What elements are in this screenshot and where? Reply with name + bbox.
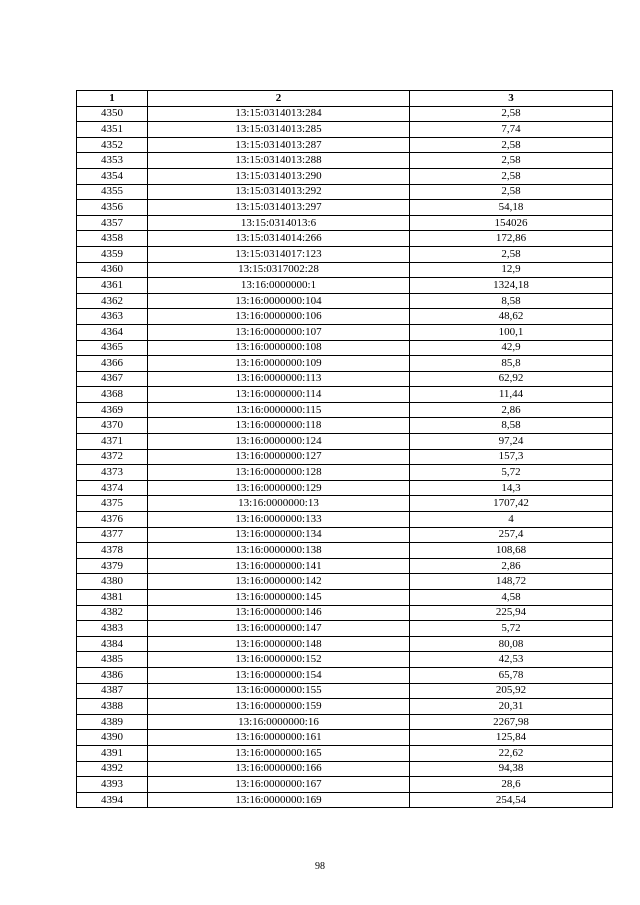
cadastral-number-cell: 13:16:0000000:142 [148, 574, 410, 590]
cadastral-number-cell: 13:16:0000000:133 [148, 512, 410, 528]
cadastral-number-cell: 13:16:0000000:104 [148, 293, 410, 309]
cadastral-number-cell: 13:15:0317002:28 [148, 262, 410, 278]
value-cell: 85,8 [410, 356, 613, 372]
value-cell: 7,74 [410, 122, 613, 138]
table-row [77, 200, 613, 216]
table-row [77, 278, 613, 294]
row-number-cell: 4353 [77, 153, 148, 169]
cadastral-number-cell: 13:15:0314017:123 [148, 246, 410, 262]
value-cell: 2,58 [410, 168, 613, 184]
cadastral-number-cell: 13:16:0000000:161 [148, 730, 410, 746]
table-row [77, 683, 613, 699]
table-row [77, 512, 613, 528]
value-cell: 8,58 [410, 293, 613, 309]
cadastral-number-cell: 13:16:0000000:128 [148, 465, 410, 481]
row-number-cell: 4382 [77, 605, 148, 621]
table-row [77, 777, 613, 793]
table-row [77, 574, 613, 590]
table-row [77, 418, 613, 434]
table-row [77, 293, 613, 309]
table-header [77, 91, 613, 107]
value-cell: 8,58 [410, 418, 613, 434]
table-row [77, 387, 613, 403]
page-number: 98 [315, 861, 325, 872]
cadastral-number-cell: 13:16:0000000:124 [148, 434, 410, 450]
value-cell: 42,53 [410, 652, 613, 668]
table-row [77, 246, 613, 262]
row-number-cell: 4376 [77, 512, 148, 528]
row-number-cell: 4358 [77, 231, 148, 247]
header-row [77, 91, 613, 107]
table-row [77, 558, 613, 574]
row-number-cell: 4350 [77, 106, 148, 122]
row-number-cell: 4373 [77, 465, 148, 481]
table-row [77, 122, 613, 138]
cadastral-number-cell: 13:16:0000000:129 [148, 480, 410, 496]
table-row [77, 605, 613, 621]
cadastral-number-cell: 13:15:0314013:6 [148, 215, 410, 231]
table-row [77, 168, 613, 184]
table-row [77, 231, 613, 247]
table-row [77, 402, 613, 418]
row-number-cell: 4359 [77, 246, 148, 262]
row-number-cell: 4365 [77, 340, 148, 356]
cadastral-number-cell: 13:15:0314013:297 [148, 200, 410, 216]
cadastral-number-cell: 13:16:0000000:118 [148, 418, 410, 434]
table-row [77, 371, 613, 387]
cadastral-number-cell: 13:16:0000000:152 [148, 652, 410, 668]
row-number-cell: 4372 [77, 449, 148, 465]
cadastral-number-cell: 13:16:0000000:1 [148, 278, 410, 294]
table-body [77, 106, 613, 808]
row-number-cell: 4378 [77, 543, 148, 559]
row-number-cell: 4385 [77, 652, 148, 668]
row-number-cell: 4392 [77, 761, 148, 777]
cadastral-number-cell: 13:16:0000000:114 [148, 387, 410, 403]
value-cell: 100,1 [410, 324, 613, 340]
value-cell: 2,86 [410, 402, 613, 418]
value-cell: 4 [410, 512, 613, 528]
value-cell: 12,9 [410, 262, 613, 278]
cadastral-number-cell: 13:15:0314013:290 [148, 168, 410, 184]
value-cell: 11,44 [410, 387, 613, 403]
table-row [77, 699, 613, 715]
value-cell: 1707,42 [410, 496, 613, 512]
table-row [77, 480, 613, 496]
cadastral-number-cell: 13:16:0000000:148 [148, 636, 410, 652]
value-cell: 108,68 [410, 543, 613, 559]
row-number-cell: 4380 [77, 574, 148, 590]
value-cell: 157,3 [410, 449, 613, 465]
value-cell: 1324,18 [410, 278, 613, 294]
cadastral-number-cell: 13:16:0000000:107 [148, 324, 410, 340]
row-number-cell: 4366 [77, 356, 148, 372]
row-number-cell: 4394 [77, 792, 148, 808]
value-cell: 80,08 [410, 636, 613, 652]
value-cell: 257,4 [410, 527, 613, 543]
cadastral-number-cell: 13:16:0000000:115 [148, 402, 410, 418]
cadastral-number-cell: 13:16:0000000:167 [148, 777, 410, 793]
row-number-cell: 4356 [77, 200, 148, 216]
table-row [77, 356, 613, 372]
table-row [77, 652, 613, 668]
value-cell: 225,94 [410, 605, 613, 621]
value-cell: 22,62 [410, 745, 613, 761]
row-number-cell: 4371 [77, 434, 148, 450]
cadastral-number-cell: 13:16:0000000:113 [148, 371, 410, 387]
table-row [77, 527, 613, 543]
table-row [77, 262, 613, 278]
cadastral-number-cell: 13:15:0314013:284 [148, 106, 410, 122]
table-row [77, 434, 613, 450]
value-cell: 2,58 [410, 246, 613, 262]
value-cell: 28,6 [410, 777, 613, 793]
value-cell: 14,3 [410, 480, 613, 496]
value-cell: 2,58 [410, 106, 613, 122]
table-row [77, 465, 613, 481]
value-cell: 2,86 [410, 558, 613, 574]
value-cell: 2267,98 [410, 714, 613, 730]
table-row [77, 761, 613, 777]
cadastral-number-cell: 13:15:0314013:292 [148, 184, 410, 200]
cadastral-number-cell: 13:16:0000000:127 [148, 449, 410, 465]
table-row [77, 714, 613, 730]
row-number-cell: 4383 [77, 621, 148, 637]
table-row [77, 667, 613, 683]
value-cell: 54,18 [410, 200, 613, 216]
row-number-cell: 4386 [77, 667, 148, 683]
row-number-cell: 4361 [77, 278, 148, 294]
row-number-cell: 4389 [77, 714, 148, 730]
row-number-cell: 4351 [77, 122, 148, 138]
column-header-2: 2 [148, 91, 410, 107]
cadastral-number-cell: 13:16:0000000:141 [148, 558, 410, 574]
row-number-cell: 4354 [77, 168, 148, 184]
row-number-cell: 4387 [77, 683, 148, 699]
table-row [77, 137, 613, 153]
cadastral-number-cell: 13:16:0000000:16 [148, 714, 410, 730]
value-cell: 5,72 [410, 621, 613, 637]
value-cell: 48,62 [410, 309, 613, 325]
cadastral-number-cell: 13:16:0000000:108 [148, 340, 410, 356]
table-row [77, 184, 613, 200]
cadastral-number-cell: 13:15:0314013:285 [148, 122, 410, 138]
row-number-cell: 4370 [77, 418, 148, 434]
value-cell: 148,72 [410, 574, 613, 590]
row-number-cell: 4388 [77, 699, 148, 715]
value-cell: 2,58 [410, 184, 613, 200]
row-number-cell: 4393 [77, 777, 148, 793]
cadastral-number-cell: 13:16:0000000:147 [148, 621, 410, 637]
cadastral-number-cell: 13:16:0000000:13 [148, 496, 410, 512]
table-row [77, 324, 613, 340]
cadastral-number-cell: 13:16:0000000:106 [148, 309, 410, 325]
value-cell: 5,72 [410, 465, 613, 481]
value-cell: 20,31 [410, 699, 613, 715]
value-cell: 154026 [410, 215, 613, 231]
value-cell: 94,38 [410, 761, 613, 777]
table-row [77, 215, 613, 231]
row-number-cell: 4369 [77, 402, 148, 418]
value-cell: 62,92 [410, 371, 613, 387]
row-number-cell: 4390 [77, 730, 148, 746]
table-row [77, 449, 613, 465]
row-number-cell: 4364 [77, 324, 148, 340]
table-row [77, 496, 613, 512]
cadastral-number-cell: 13:15:0314013:288 [148, 153, 410, 169]
row-number-cell: 4367 [77, 371, 148, 387]
row-number-cell: 4377 [77, 527, 148, 543]
table-row [77, 636, 613, 652]
cadastral-number-cell: 13:16:0000000:159 [148, 699, 410, 715]
table-row [77, 543, 613, 559]
column-header-1: 1 [77, 91, 148, 107]
cadastral-number-cell: 13:16:0000000:154 [148, 667, 410, 683]
cadastral-number-cell: 13:16:0000000:169 [148, 792, 410, 808]
value-cell: 205,92 [410, 683, 613, 699]
table-row [77, 621, 613, 637]
cadastral-number-cell: 13:16:0000000:146 [148, 605, 410, 621]
cadastral-number-cell: 13:16:0000000:138 [148, 543, 410, 559]
column-header-3: 3 [410, 91, 613, 107]
cadastral-number-cell: 13:16:0000000:165 [148, 745, 410, 761]
cadastral-number-cell: 13:16:0000000:145 [148, 590, 410, 606]
table-row [77, 745, 613, 761]
row-number-cell: 4384 [77, 636, 148, 652]
table-row [77, 340, 613, 356]
cadastral-number-cell: 13:16:0000000:134 [148, 527, 410, 543]
row-number-cell: 4362 [77, 293, 148, 309]
data-table [76, 90, 613, 808]
value-cell: 4,58 [410, 590, 613, 606]
value-cell: 65,78 [410, 667, 613, 683]
value-cell: 97,24 [410, 434, 613, 450]
table-row [77, 792, 613, 808]
cadastral-number-cell: 13:15:0314013:287 [148, 137, 410, 153]
row-number-cell: 4374 [77, 480, 148, 496]
table-row [77, 309, 613, 325]
row-number-cell: 4381 [77, 590, 148, 606]
value-cell: 125,84 [410, 730, 613, 746]
table-row [77, 590, 613, 606]
table-row [77, 153, 613, 169]
table-row [77, 730, 613, 746]
row-number-cell: 4375 [77, 496, 148, 512]
value-cell: 2,58 [410, 153, 613, 169]
row-number-cell: 4391 [77, 745, 148, 761]
table-row [77, 106, 613, 122]
row-number-cell: 4368 [77, 387, 148, 403]
value-cell: 254,54 [410, 792, 613, 808]
row-number-cell: 4379 [77, 558, 148, 574]
row-number-cell: 4355 [77, 184, 148, 200]
row-number-cell: 4360 [77, 262, 148, 278]
row-number-cell: 4363 [77, 309, 148, 325]
cadastral-number-cell: 13:16:0000000:166 [148, 761, 410, 777]
cadastral-number-cell: 13:16:0000000:155 [148, 683, 410, 699]
value-cell: 2,58 [410, 137, 613, 153]
value-cell: 172,86 [410, 231, 613, 247]
value-cell: 42,9 [410, 340, 613, 356]
cadastral-number-cell: 13:16:0000000:109 [148, 356, 410, 372]
row-number-cell: 4352 [77, 137, 148, 153]
row-number-cell: 4357 [77, 215, 148, 231]
cadastral-number-cell: 13:15:0314014:266 [148, 231, 410, 247]
